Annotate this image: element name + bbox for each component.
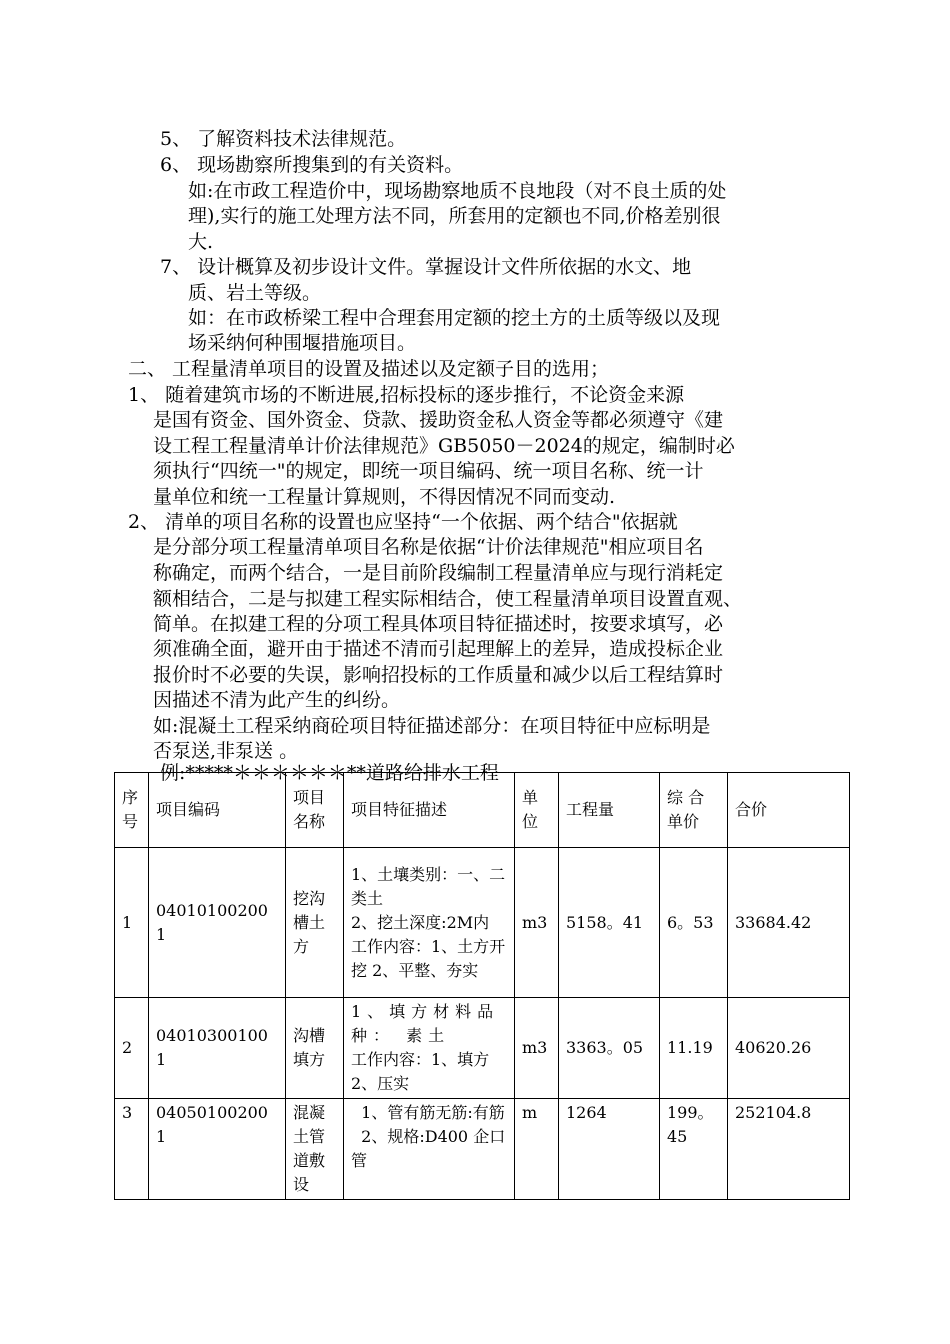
bill-of-quantities-table — [114, 772, 850, 1200]
cell-no: 3 — [115, 1099, 149, 1200]
example-line: 场采纳何种围堰措施项目。 — [188, 332, 417, 354]
paragraph-line: 额相结合，二是与拟建工程实际相结合，使工程量清单项目设置直观、 — [153, 588, 743, 610]
paragraph-line: 称确定，而两个结合，一是目前阶段编制工程量清单应与现行消耗定 — [153, 562, 724, 584]
header-cell: 合价 — [728, 773, 850, 848]
paragraph-line: 设工程工程量清单计价法律规范》GB5050－2024的规定，编制时必 — [153, 435, 735, 457]
cell-desc — [344, 998, 515, 1099]
table-row — [115, 1099, 850, 1200]
cell-unit: m3 — [515, 998, 559, 1099]
cell-qty: 3363。05 — [559, 998, 660, 1099]
header-cell: 单位 — [515, 773, 559, 848]
cell-code: 040103001001 — [149, 998, 286, 1099]
desc-line: 工作内容：1、填方 2、压实 — [351, 1050, 490, 1093]
desc-line: 1、管有筋无筋:有筋 — [351, 1103, 505, 1122]
paragraph-line: 简单。在拟建工程的分项工程具体项目特征描述时，按要求填写，必 — [153, 613, 724, 635]
example-line: 否泵送,非泵送 。 — [153, 740, 299, 762]
paragraph-line: 须准确全面，避开由于描述不清而引起理解上的差异，造成投标企业 — [153, 638, 724, 660]
cell-price: 6。53 — [660, 848, 728, 998]
cell-code: 040501002001 — [149, 1099, 286, 1200]
example-line: 如：在市政桥梁工程中合理套用定额的挖土方的土质等级以及现 — [188, 307, 721, 329]
header-cell: 项目名称 — [286, 773, 344, 848]
section-heading: 二、 工程量清单项目的设置及描述以及定额子目的选用； — [128, 358, 610, 380]
cell-unit: m3 — [515, 848, 559, 998]
example-line: 理),实行的施工处理方法不同，所套用的定额也不同,价格差别很 — [188, 205, 721, 227]
paragraph-line: 是分部分项工程量清单项目名称是依据“计价法律规范"相应项目名 — [153, 536, 704, 558]
table-header-row — [115, 773, 850, 848]
cell-total: 252104.8 — [728, 1099, 850, 1200]
desc-line: 1、填方材料品种： 素土 — [351, 1002, 500, 1045]
cell-qty: 1264 — [559, 1099, 660, 1200]
desc-line: 工作内容：1、土方开挖 2、平整、夯实 — [351, 936, 506, 980]
table-row — [115, 848, 850, 998]
list-item-2: 2、 清单的项目名称的设置也应坚持“一个依据、两个结合"依据就 — [128, 511, 678, 533]
desc-line: 2、规格:D400 企口管 — [351, 1127, 506, 1170]
cell-desc — [344, 1099, 515, 1200]
cell-total: 40620.26 — [728, 998, 850, 1099]
desc-line: 1、土壤类别：一、二类土 — [351, 864, 506, 908]
header-cell: 项目编码 — [149, 773, 286, 848]
header-cell: 序号 — [115, 773, 149, 848]
cell-code: 040101002001 — [149, 848, 286, 998]
cell-total: 33684.42 — [728, 848, 850, 998]
cell-no: 1 — [115, 848, 149, 998]
cell-desc — [344, 848, 515, 998]
paragraph-line: 量单位和统一工程量计算规则，不得因情况不同而变动. — [153, 486, 616, 508]
example-line: 大. — [188, 231, 214, 253]
desc-line: 2、挖土深度:2M内 — [351, 912, 490, 932]
list-item-1: 1、 随着建筑市场的不断进展,招标投标的逐步推行，不论资金来源 — [128, 384, 685, 406]
paragraph-line: 因描述不清为此产生的纠纷。 — [153, 689, 401, 711]
paragraph-line: 报价时不必要的失误，影响招投标的工作质量和减少以后工程结算时 — [153, 664, 724, 686]
cell-price: 199。45 — [660, 1099, 728, 1200]
cell-unit: m — [515, 1099, 559, 1200]
table-row — [115, 998, 850, 1099]
example-line: 如:在市政工程造价中，现场勘察地质不良地段（对不良土质的处 — [188, 180, 727, 202]
cell-price: 11.19 — [660, 998, 728, 1099]
table-caption: 例:*****＊＊＊＊＊＊**道路给排水工程 — [160, 762, 499, 784]
paragraph-line: 质、岩土等级。 — [188, 282, 322, 304]
paragraph-line: 须执行“四统一"的规定，即统一项目编码、统一项目名称、统一计 — [153, 460, 704, 482]
cell-no: 2 — [115, 998, 149, 1099]
cell-name: 沟槽填方 — [286, 998, 344, 1099]
list-item-5: 5、 了解资料技术法律规范。 — [160, 128, 407, 150]
cell-qty: 5158。41 — [559, 848, 660, 998]
example-line: 如:混凝土工程采纳商砼项目特征描述部分：在项目特征中应标明是 — [153, 715, 711, 737]
list-item-6: 6、 现场勘察所搜集到的有关资料。 — [160, 154, 464, 176]
header-cell: 综 合单价 — [660, 773, 728, 848]
header-cell: 项目特征描述 — [344, 773, 515, 848]
header-cell: 工程量 — [559, 773, 660, 848]
cell-name: 挖沟槽土方 — [286, 848, 344, 998]
cell-name: 混凝土管道敷设 — [286, 1099, 344, 1200]
list-item-7: 7、 设计概算及初步设计文件。掌握设计文件所依据的水文、地 — [160, 256, 692, 278]
paragraph-line: 是国有资金、国外资金、贷款、援助资金私人资金等都必须遵守《建 — [153, 409, 724, 431]
